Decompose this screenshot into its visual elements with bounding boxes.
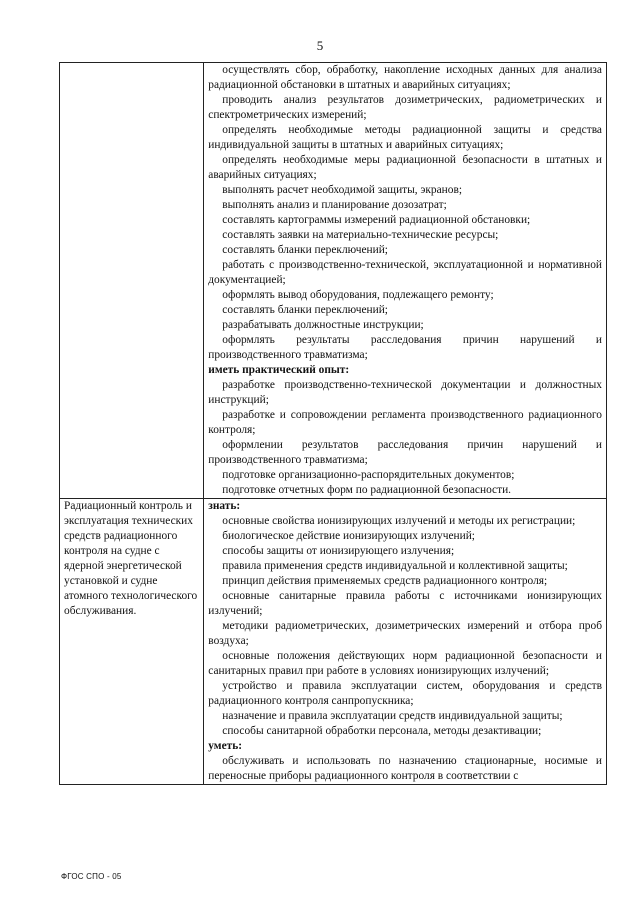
requirement-item: выполнять расчет необходимой защиты, экранов; xyxy=(222,184,462,196)
section-heading: иметь практический опыт: xyxy=(208,364,350,376)
page-number: 5 xyxy=(316,38,324,53)
requirements-cell xyxy=(204,499,607,785)
section-heading: знать: xyxy=(208,500,241,512)
requirement-item: основные санитарные правила работы с источниками ионизирующих излучений; xyxy=(208,590,602,617)
requirement-item: разработке и сопровождении регламента производственного радиационного контроля; xyxy=(208,409,602,436)
requirement-item: биологическое действие ионизирующих излучений; xyxy=(222,530,475,542)
requirement-item: методики радиометрических, дозиметрических измерений и отбора проб воздуха; xyxy=(208,620,602,647)
requirement-item: способы защиты от ионизирующего излучения; xyxy=(222,545,455,557)
table-row xyxy=(60,63,607,499)
requirement-item: оформлении результатов расследования причин нарушений и производственного травматизма; xyxy=(208,439,602,466)
requirement-item: оформлять вывод оборудования, подлежащего ремонту; xyxy=(222,289,494,301)
requirement-item: составлять заявки на материально-технические ресурсы; xyxy=(222,229,499,241)
requirement-item: способы санитарной обработки персонала, методы дезактивации; xyxy=(222,725,542,737)
requirement-item: работать с производственно-технической, эксплуатационной и нормативной документацией; xyxy=(208,259,602,286)
requirement-item: правила применения средств индивидуальной и коллективной защиты; xyxy=(222,560,568,572)
requirement-item: назначение и правила эксплуатации средств индивидуальной защиты; xyxy=(222,710,563,722)
requirement-item: определять необходимые методы радиационной защиты и средства индивидуальной защиты в штатных и аварийных ситуациях; xyxy=(208,124,602,151)
requirement-item: обслуживать и использовать по назначению стационарные, носимые и переносные приборы радиационного контроля в соответствии с xyxy=(208,755,602,782)
requirement-item: основные свойства ионизирующих излучений и методы их регистрации; xyxy=(222,515,576,527)
requirement-item: разработке производственно-технической документации и должностных инструкций; xyxy=(208,379,602,406)
requirement-item: составлять бланки переключений; xyxy=(222,304,388,316)
requirements-list xyxy=(208,63,602,498)
requirement-item: составлять бланки переключений; xyxy=(222,244,388,256)
requirement-item: выполнять анализ и планирование дозозатрат; xyxy=(222,199,447,211)
requirement-item: принцип действия применяемых средств радиационного контроля; xyxy=(222,575,548,587)
requirement-item: подготовке отчетных форм по радиационной безопасности. xyxy=(222,484,512,496)
competency-table xyxy=(59,62,607,785)
requirement-item: основные положения действующих норм радиационной безопасности и санитарных правил при работе в условиях ионизирующих излучений; xyxy=(208,650,602,677)
section-title-cell xyxy=(60,63,204,499)
section-title-cell: Радиационный контроль и эксплуатация технических средств радиационного контроля на судне с ядерной энергетической установкой и судне атомного технологического обслуживания. xyxy=(60,499,204,785)
requirement-item: проводить анализ результатов дозиметрических, радиометрических и спектрометрических измерений; xyxy=(208,94,602,121)
requirement-item: осуществлять сбор, обработку, накопление исходных данных для анализа радиационной обстановки в штатных и аварийных ситуациях; xyxy=(208,64,602,91)
requirements-cell xyxy=(204,63,607,499)
requirement-item: разрабатывать должностные инструкции; xyxy=(222,319,424,331)
requirement-item: оформлять результаты расследования причин нарушений и производственного травматизма; xyxy=(208,334,602,361)
requirement-item: определять необходимые меры радиационной безопасности в штатных и аварийных ситуациях; xyxy=(208,154,602,181)
requirement-item: подготовке организационно-распорядительных документов; xyxy=(222,469,515,481)
requirement-item: составлять картограммы измерений радиационной обстановки; xyxy=(222,214,531,226)
section-heading: уметь: xyxy=(208,740,243,752)
requirement-item: устройство и правила эксплуатации систем, оборудования и средств радиационного контроля санпропускника; xyxy=(208,680,602,707)
footer-label: ФГОС СПО - 05 xyxy=(61,872,122,881)
requirements-list xyxy=(208,499,602,784)
table-row xyxy=(60,499,607,785)
